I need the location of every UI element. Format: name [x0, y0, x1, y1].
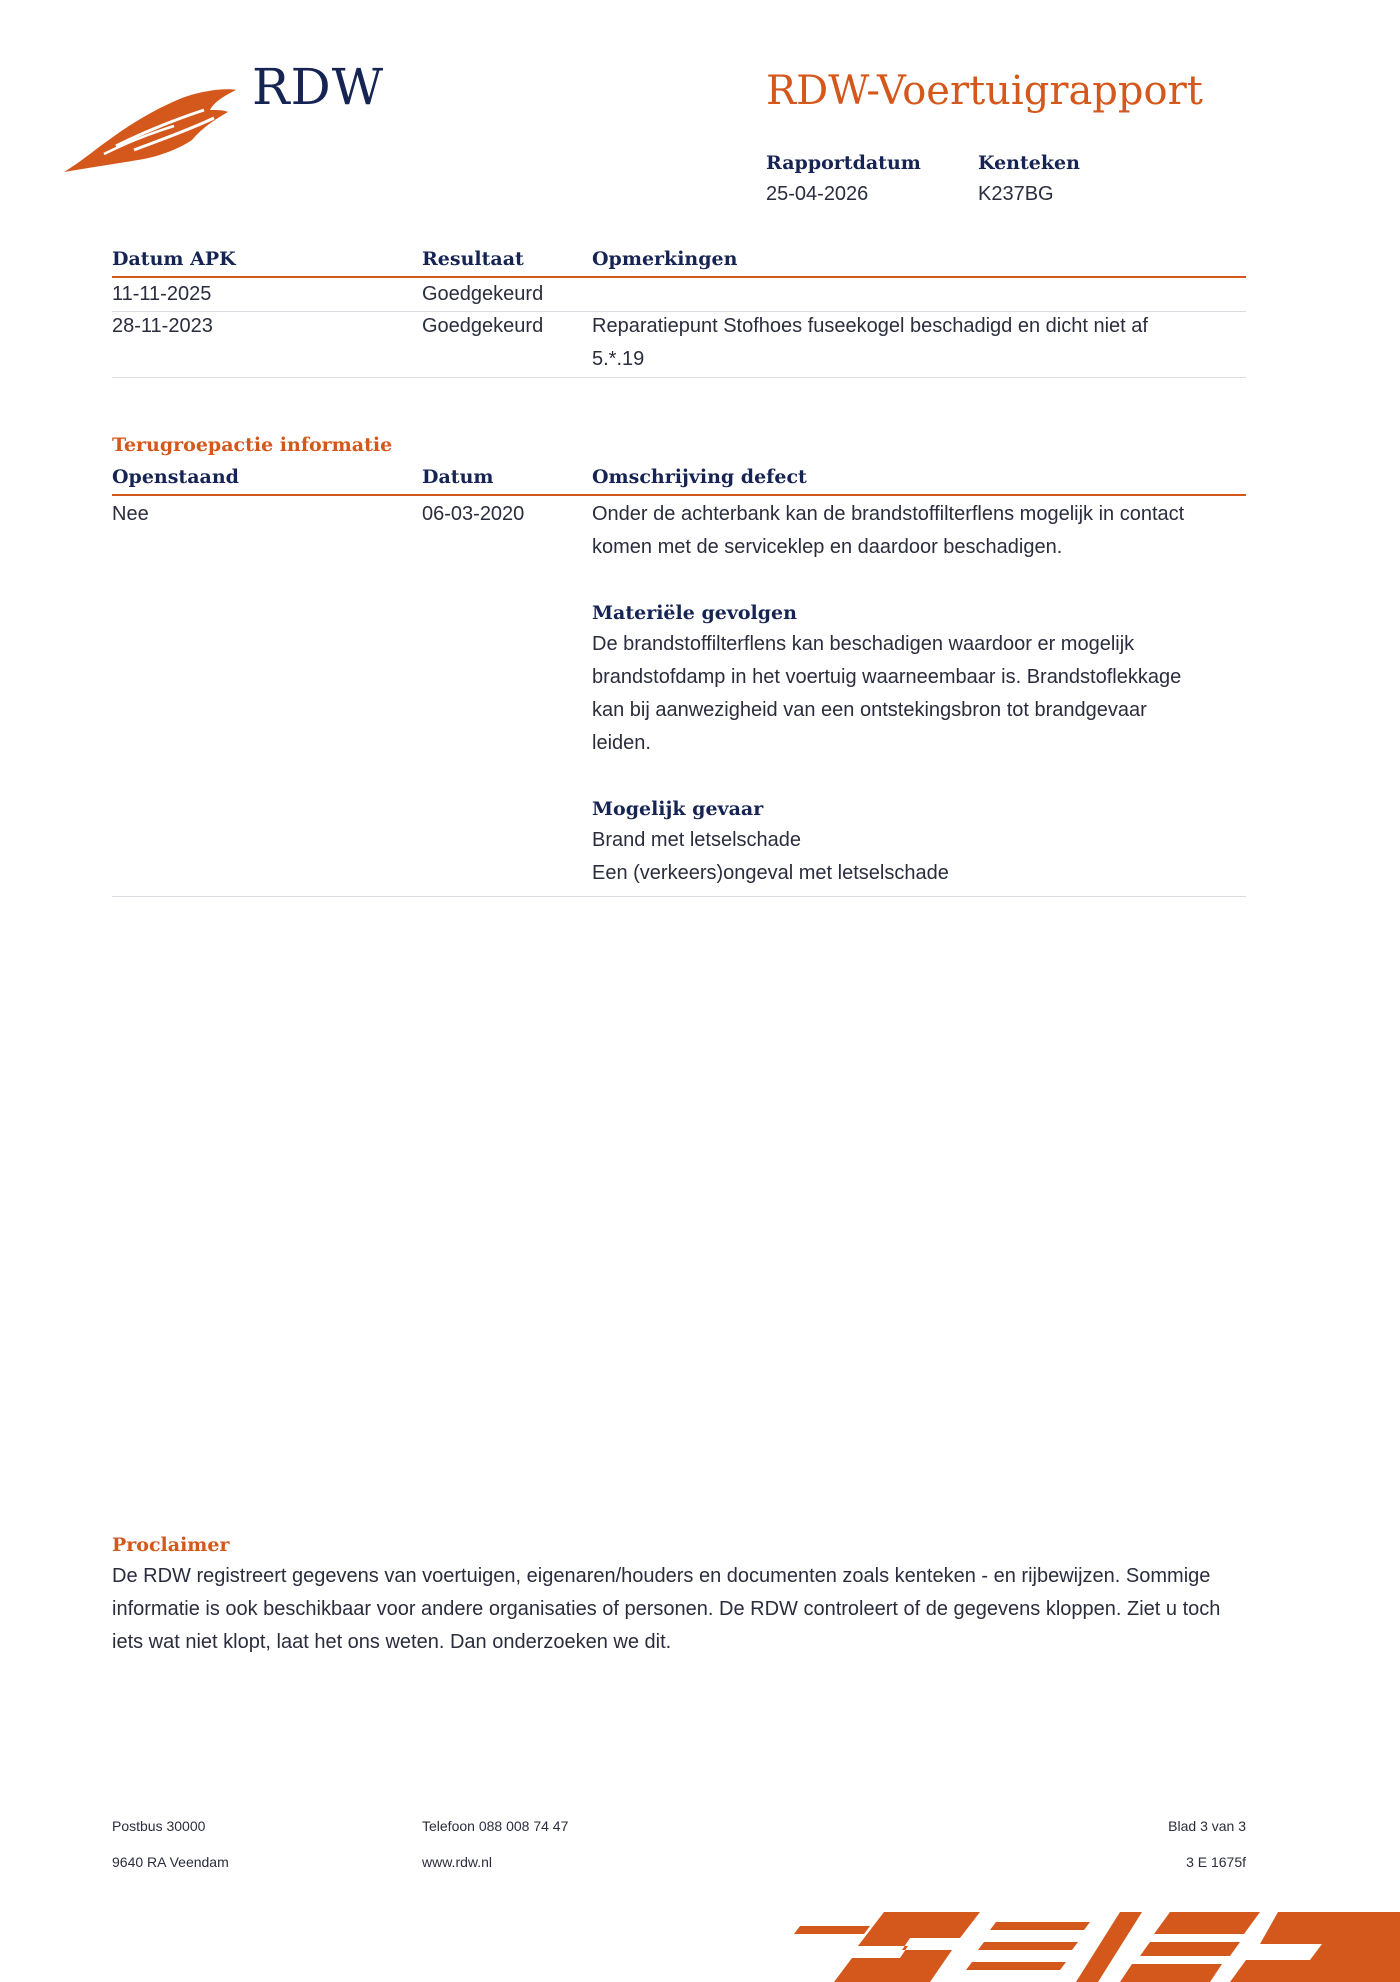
recall-description-line: komen met de serviceklep en daardoor beschadigen. [592, 536, 1063, 558]
proclaimer-title: Proclaimer [112, 1534, 230, 1556]
recall-date-value: 06-03-2020 [422, 503, 525, 525]
recall-open-value: Nee [112, 503, 149, 525]
report-date-label: Rapportdatum [766, 152, 921, 174]
row-divider [112, 377, 1246, 378]
footer-document-code: 3 E 1675f [1186, 1854, 1246, 1870]
footer-phone: Telefoon 088 008 74 47 [422, 1818, 569, 1834]
danger-line: Brand met letselschade [592, 829, 802, 851]
apk-row-result: Goedgekeurd [422, 315, 544, 337]
plate-value: K237BG [978, 183, 1054, 205]
apk-header-remarks: Opmerkingen [592, 248, 738, 270]
apk-header-date: Datum APK [112, 248, 236, 270]
apk-table [112, 248, 1246, 378]
apk-row-remarks-cont: 5.*.19 [592, 348, 645, 370]
recall-header-date: Datum [422, 466, 494, 488]
row-divider [112, 896, 1246, 897]
apk-row-result: Goedgekeurd [422, 283, 544, 305]
apk-row-date: 11-11-2025 [112, 283, 212, 305]
footer-address-line2: 9640 RA Veendam [112, 1854, 229, 1870]
consequences-line: kan bij aanwezigheid van een ontstekingsbron tot brandgevaar [592, 699, 1147, 721]
consequences-line: brandstofdamp in het voertuig waarneembaar is. Brandstoflekkage [592, 666, 1182, 688]
plate-label: Kenteken [978, 152, 1080, 174]
apk-header-rule [112, 276, 1246, 278]
recall-header-description: Omschrijving defect [592, 466, 807, 488]
proclaimer-text: De RDW registreert gegevens van voertuigen, eigenaren/houders en documenten zoals kenteken - en rijbewijzen. Sommige informatie is ook beschikbaar voor andere organisaties of personen. De RDW controleert of de gegevens kloppen. Ziet u toch iets wat niet klopt, laat het ons weten. Dan onderzoeken we dit. [112, 1565, 1221, 1653]
apk-row-date: 28-11-2023 [112, 315, 213, 337]
danger-line: Een (verkeers)ongeval met letselschade [592, 862, 949, 884]
footer-stripes-decoration [790, 1908, 1400, 1982]
recall-header-open: Openstaand [112, 466, 239, 488]
apk-header-result: Resultaat [422, 248, 524, 270]
recall-header-rule [112, 494, 1246, 496]
danger-title: Mogelijk gevaar [592, 798, 764, 820]
rdw-logo-icon [64, 88, 236, 178]
rdw-logo-text: RDW [252, 58, 385, 116]
consequences-line: De brandstoffilterflens kan beschadigen waardoor er mogelijk [592, 633, 1135, 655]
apk-row-remarks: Reparatiepunt Stofhoes fuseekogel beschadigd en dicht niet af [592, 315, 1148, 337]
footer-website-link[interactable]: www.rdw.nl [422, 1854, 493, 1870]
footer-address-line1: Postbus 30000 [112, 1818, 206, 1834]
recall-table [112, 466, 1246, 900]
recall-section-title: Terugroepactie informatie [112, 434, 393, 456]
footer-page-number: Blad 3 van 3 [1168, 1818, 1246, 1834]
recall-description-line: Onder de achterbank kan de brandstoffilterflens mogelijk in contact [592, 503, 1185, 525]
consequences-title: Materiële gevolgen [592, 602, 797, 624]
report-title: RDW-Voertuigrapport [766, 68, 1203, 114]
consequences-line: leiden. [592, 732, 651, 754]
report-date-value: 25-04-2026 [766, 183, 869, 205]
